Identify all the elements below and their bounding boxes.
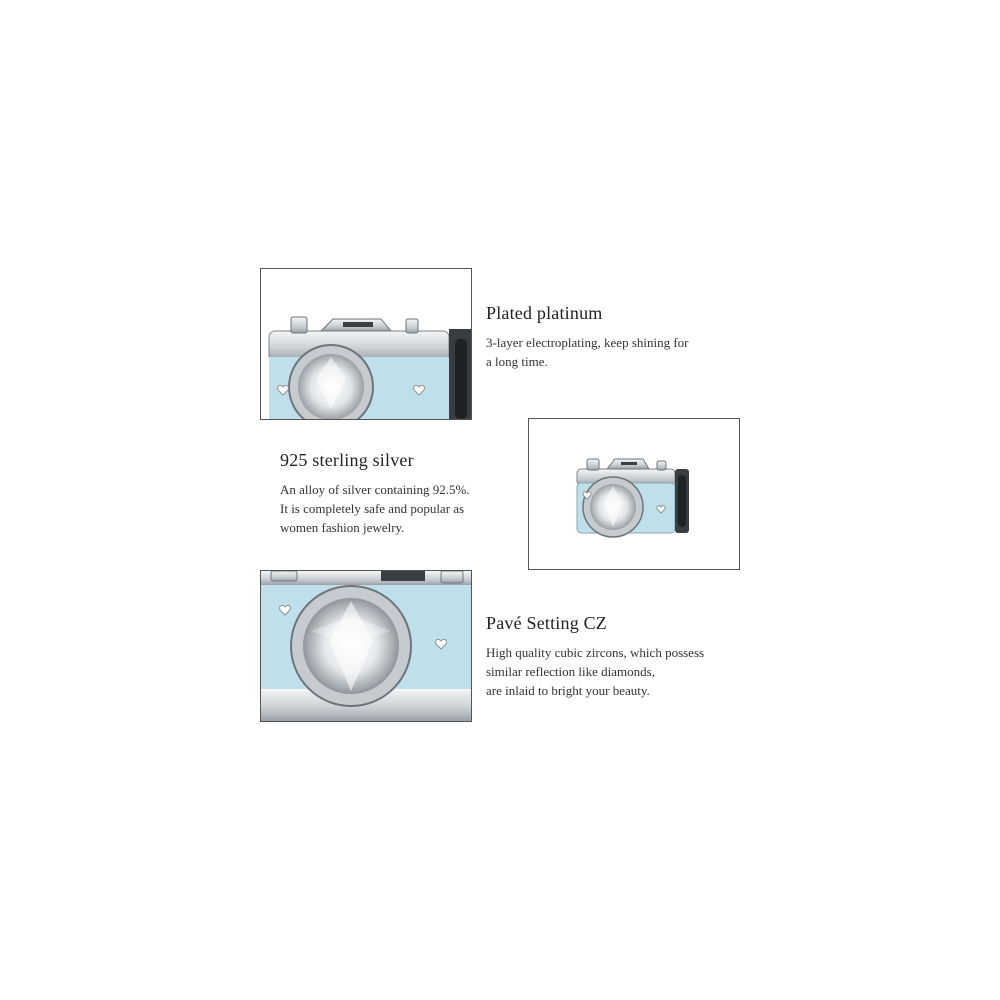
camera-charm-top-closeup-image: [260, 268, 472, 420]
feature-sterling-silver: [280, 450, 520, 537]
feature-title: Plated platinum: [486, 303, 603, 323]
feature-plated-platinum: [486, 303, 736, 371]
description-line: It is completely safe and popular as: [280, 501, 465, 516]
feature-description: [486, 643, 746, 700]
camera-charm-icon: [529, 419, 739, 569]
camera-charm-icon: [261, 571, 471, 721]
description-line: 3-layer electroplating, keep shining for: [486, 335, 689, 350]
camera-charm-icon: [261, 269, 471, 419]
description-line: similar reflection like diamonds,: [486, 664, 655, 679]
feature-pave-setting-cz: [486, 613, 746, 700]
camera-charm-lens-closeup-image: [260, 570, 472, 722]
feature-title: 925 sterling silver: [280, 450, 414, 470]
feature-title: Pavé Setting CZ: [486, 613, 607, 633]
description-line: women fashion jewelry.: [280, 520, 405, 535]
feature-description: [486, 333, 736, 371]
feature-description: [280, 480, 520, 537]
description-line: are inlaid to bright your beauty.: [486, 683, 650, 698]
description-line: a long time.: [486, 354, 548, 369]
camera-charm-full-view-image: [528, 418, 740, 570]
description-line: High quality cubic zircons, which possess: [486, 645, 705, 660]
description-line: An alloy of silver containing 92.5%.: [280, 482, 470, 497]
